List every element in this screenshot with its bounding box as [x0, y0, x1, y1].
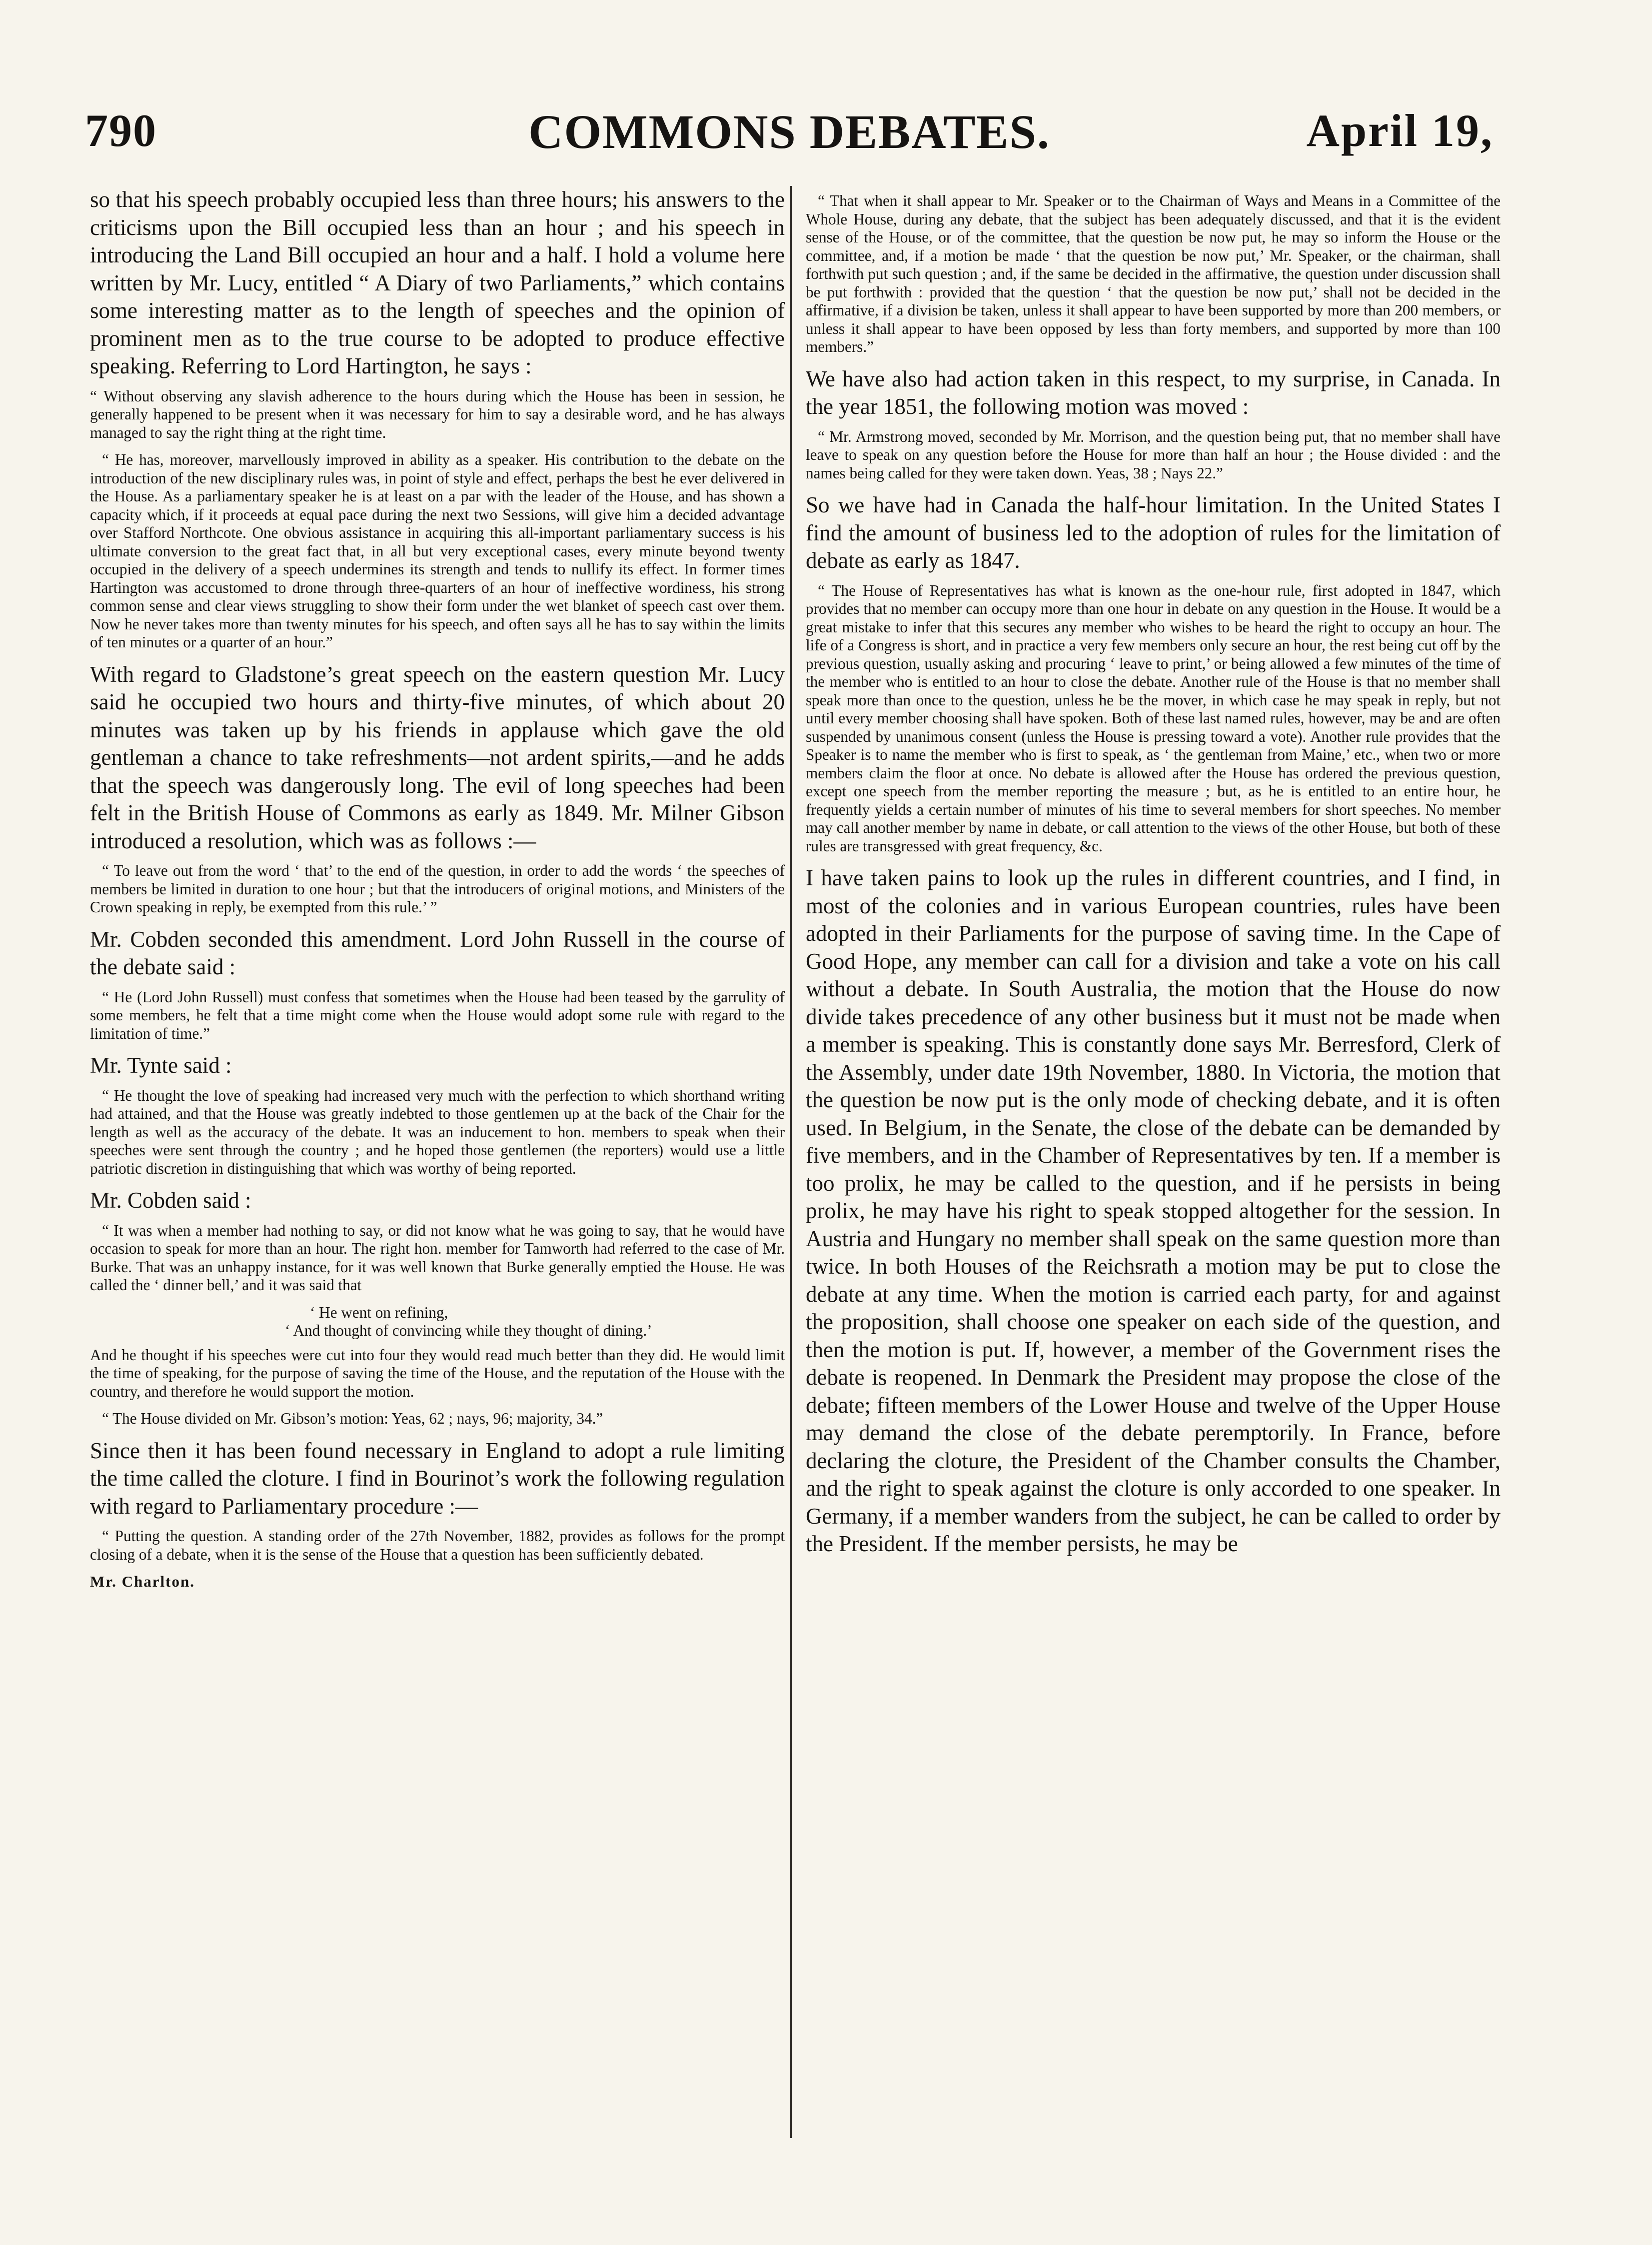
paragraph: So we have had in Canada the half-hour limitation. In the United States I find the amount of business led to the adoption of rules for the limitation of debate as early as 1847. [806, 492, 1501, 573]
page-header [85, 104, 1494, 179]
block-quote: “ He has, moreover, marvellously improved in ability as a speaker. His contribution to the debate on the introduction of the new disciplinary rules was, in point of style and effect, perhaps the best he ever delivered in the House. As a parliamentary speaker he is at least on a par with the leader of the House, and has shown a capacity which, if it proceeds at equal pace during the next two Sessions, will give him a decided advantage over Stafford Northcote. One obvious assistance in acquiring this all-important parliamentary success is his ultimate conversion to the great fact that, in all but very exceptional cases, every minute beyond twenty occupied in the delivery of a speech undermines its strength and tends to nullify its effect. In former times Hartington was accustomed to drone through three-quarters of an hour of ineffective wordiness, his strong common sense and clear views struggling to show their form under the wet blanket of speech cast over them. Now he never takes more than twenty minutes for his speech, and often says all he has to say within the limits of ten minutes or a quarter of an hour.” [90, 451, 785, 651]
paragraph: Mr. Cobden said : [90, 1188, 251, 1213]
speaker-name: Mr. Charlton. [90, 1573, 195, 1590]
paragraph: With regard to Gladstone’s great speech on the eastern question Mr. Lucy said he occupied two hours and thirty-five minutes, of which about 20 minutes was taken up by his friends in applause which gave the old gentleman a chance to take refreshments—not ardent spirits,—and he adds that the speech was dangerously long. The evil of long speeches had been felt in the British House of Commons as early as 1849. Mr. Milner Gibson introduced a resolution, which was as follows :— [90, 661, 785, 853]
block-quote: “ The House of Representatives has what is known as the one-hour rule, first adopted in 1847, which provides that no member can occupy more than one hour in debate on any question in the House. It would be a great mistake to infer that this secures any member who wishes to be heard the right to occupy an hour. The life of a Congress is short, and in practice a very few members only secure an hour, the rest being cut off by the previous question, usually asking and procuring ‘ leave to print,’ or being allowed a few minutes of the time of the member who is entitled to an hour to close the debate. Another rule of the House is that no member shall speak more than once to the question, unless he be the mover, in which case he may speak in reply, but not until every member choosing shall have spoken. Both of these last named rules, however, may be and are often suspended by unanimous consent (unless the House is pressing toward a vote). Another rule provides that the Speaker is to name the member who is first to speak, as ‘ the gentleman from Maine,’ etc., when two or more members claim the floor at once. No debate is allowed after the House has ordered the previous question, except one speech from the member reporting the measure ; but, as he is entitled to an entire hour, he frequently yields a certain number of minutes of his time to several members for short speeches. No member may call another member by name in debate, or call attention to the views of the other House, but both of these rules are transgressed with great frequency, &c. [806, 581, 1501, 855]
block-quote: “ It was when a member had nothing to say, or did not know what he was going to say, that he would have occasion to speak for more than an hour. The right hon. member for Tamworth had referred to the case of Mr. Burke. That was an unhappy instance, for it was well known that Burke generally emptied the House. He was called the ‘ dinner bell,’ and it was said that [90, 1221, 785, 1294]
block-quote: “ That when it shall appear to Mr. Speaker or to the Chairman of Ways and Means in a Committee of the Whole House, during any debate, that the subject has been adequately discussed, and that it is the evident sense of the House, or of the committee, that the question be now put, he may so inform the House or the committee, and, if a motion be made ‘ that the question be now put,’ Mr. Speaker, or the chairman, shall forthwith put such question ; and, if the same be decided in the affirmative, the question under discussion shall be put forthwith : provided that the question ‘ that the question be now put,’ shall not be decided in the affirmative, if a division be taken, unless it shall appear to have been supported by more than 200 members, or unless it shall appear to have been opposed by less than forty members, and supported by more than 100 members.” [806, 192, 1501, 355]
left-column [90, 186, 785, 1591]
paragraph: We have also had action taken in this respect, to my surprise, in Canada. In the year 1851, the following motion was moved : [806, 366, 1501, 419]
paragraph: so that his speech probably occupied less than three hours; his answers to the criticisms upon the Bill occupied less than an hour ; and his speech in introducing the Land Bill occupied an hour and a half. I hold a volume here written by Mr. Lucy, entitled “ A Diary of two Parliaments,” which contains some interesting matter as to the length of speeches and the opinion of prominent men as to the true course to be adopted to produce effective speaking. Referring to Lord Hartington, he says : [90, 187, 785, 378]
block-quote: “ Without observing any slavish adherence to the hours during which the House has been in session, he generally happened to be present when it was necessary for him to say a desirable word, and he has always managed to say the right thing at the right time. [90, 387, 785, 441]
block-quote: “ Putting the question. A standing order of the 27th November, 1882, provides as follows for the prompt closing of a debate, when it is the sense of the House that a question has been sufficiently debated. [90, 1527, 785, 1563]
verse-line: ‘ And thought of convincing while they thought of dining.’ [285, 1322, 652, 1339]
block-quote: “ The House divided on Mr. Gibson’s motion: Yeas, 62 ; nays, 96; majority, 34.” [102, 1410, 603, 1427]
paragraph: I have taken pains to look up the rules in different countries, and I find, in most of the colonies and in various European countries, rules have been adopted in their Parliaments for the purpose of saving time. In the Cape of Good Hope, any member can call for a division and take a vote on his call without a debate. In South Australia, the motion that the House do now divide takes precedence of any other business but it must not be made when a member is speaking. This is constantly done says Mr. Berresford, Clerk of the Assembly, under date 19th November, 1880. In Victoria, the motion that the question be now put is the only mode of checking debate, and it is often used. In Belgium, in the Senate, the close of the debate can be demanded by five members, and in the Chamber of Representatives by ten. If a member is too prolix, he may be called to the question, and if he persists in being prolix, he may have his right to speak stopped altogether for the session. In Austria and Hungary no member shall speak on the same question more than twice. In both Houses of the Reichsrath a motion may be put to close the debate at any time. When the motion is carried each party, for and against the proposition, shall choose one speaker on each side of the question, and then the motion is put. If, however, a member of the Government rises the debate is reopened. In Denmark the President may propose the close of the debate; fifteen members of the Lower House and twelve of the Upper House may demand the close of the debate peremptorily. In France, before declaring the cloture, the President of the Chamber consults the Chamber, and the right to speak against the cloture is only accorded to one speaker. In Germany, if a member wanders from the subject, he can be called to order by the President. If the member persists, he may be [806, 865, 1501, 1556]
running-date: April 19, [1306, 105, 1494, 156]
paragraph: Since then it has been found necessary in England to adopt a rule limiting the time called the cloture. I find in Bourinot’s work the following regulation with regard to Parliamentary procedure :— [90, 1438, 785, 1519]
paragraph: Mr. Tynte said : [90, 1053, 232, 1078]
block-quote: “ Mr. Armstrong moved, seconded by Mr. Morrison, and the question being put, that no member shall have leave to speak on any question before the House for more than half an hour ; the House divided : and the names being called for they were taken down. Yeas, 38 ; Nays 22.” [806, 427, 1501, 482]
page-number: 790 [85, 105, 157, 156]
column-divider [790, 186, 792, 2138]
paragraph: Mr. Cobden seconded this amendment. Lord John Russell in the course of the debate said : [90, 926, 785, 979]
block-quote: “ He thought the love of speaking had increased very much with the perfection to which shorthand writing had attained, and that the House was greatly indebted to those gentlemen up at the back of the Chair for the length as well as the accuracy of the debate. It was an inducement to hon. members to speak when their speeches were sent through the country ; and he hoped those gentlemen (the reporters) would use a little patriotic discretion in distinguishing that which was worthy of being reported. [90, 1086, 785, 1177]
block-quote: “ He (Lord John Russell) must confess that sometimes when the House had been teased by the garrulity of some members, he felt that a time might come when the House would adopt some rule with regard to the limitation of time.” [90, 988, 785, 1042]
verse-line: ‘ He went on refining, [310, 1303, 448, 1321]
running-title: COMMONS DEBATES. [528, 105, 1050, 158]
right-column [806, 186, 1501, 1565]
block-quote: And he thought if his speeches were cut into four they would read much better than they did. He would limit the time of speaking, for the purpose of saving the time of the House, and the reputation of the House with the country, and therefore he would support the motion. [90, 1346, 785, 1400]
block-quote: “ To leave out from the word ‘ that’ to the end of the question, in order to add the words ‘ the speeches of members be limited in duration to one hour ; but that the introducers of original motions, and Ministers of the Crown speaking in reply, be exempted from this rule.’ ” [90, 862, 785, 916]
